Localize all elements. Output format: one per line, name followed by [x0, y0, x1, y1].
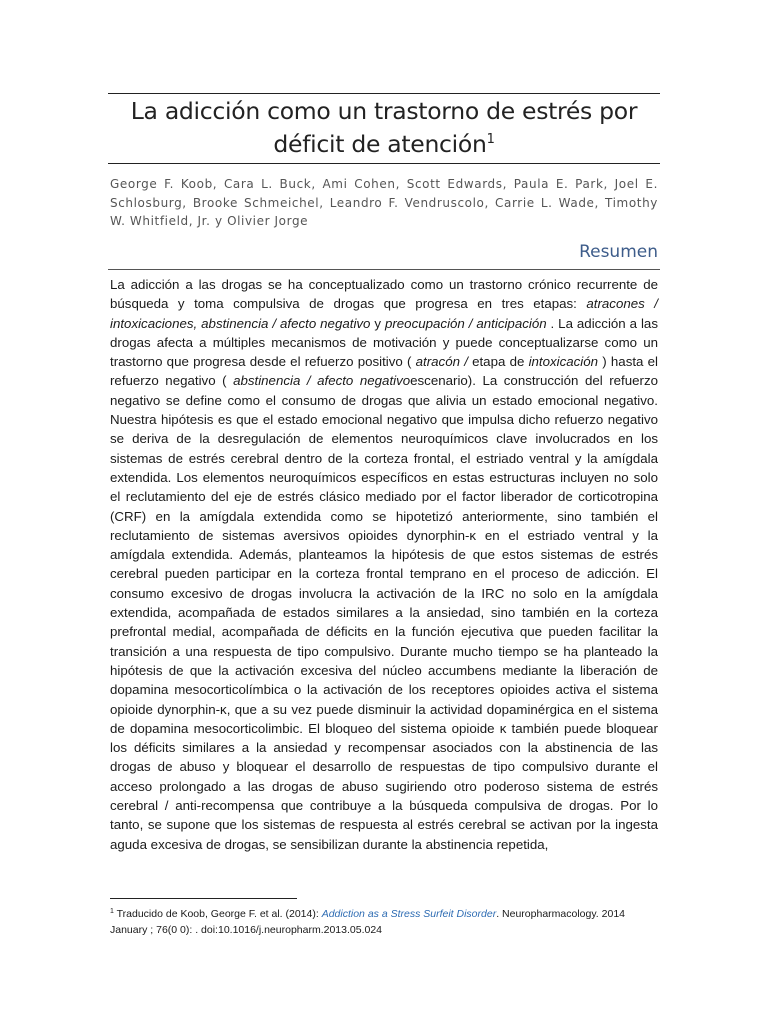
title-text: La adicción como un trastorno de estrés por déficit de atención: [130, 97, 638, 158]
abstract-text: escenario). La construcción del refuerzo negativo se define como el consumo de drogas que alivia un estado emocional negativo. Nuestra hipótesis es que el estado emocional negativo que impulsa dicho refuerzo negativo se deriva de la desregulación de elementos neuroquímicos clave involucrados en los sistemas de estrés cerebral dentro de la corteza frontal, el estriado ventral y la amígdala extendida. Los elementos neuroquímicos específicos en estas estructuras incluyen no solo el reclutamiento del eje de estrés clásico mediado por el factor liberador de corticotropina (CRF) en la amígdala extendida como se hipotetizó anteriormente, sino también el reclutamiento de sistemas aversivos opioides dynorphin-κ en el estriado ventral y la amígdala extendida. Además, planteamos la hipótesis de que estos sistemas de estrés cerebral pueden participar en la corteza frontal temprano en el proceso de adicción. El consumo excesivo de drogas involucra la activación de la IRC no solo en la amígdala extendida, acompañada de estados similares a la ansiedad, sino también en la corteza prefrontal medial, acompañada de déficits en la función ejecutiva que pueden facilitar la transición a una respuesta de tipo compulsivo. Durante mucho tiempo se ha planteado la hipótesis de que la activación excesiva del núcleo accumbens mediante la liberación de dopamina mesocorticolímbica o la activación de los receptores opioides activa el sistema opioide dynorphin-κ, que a su vez puede disminuir la actividad dopaminérgica en el sistema de dopamina mesocorticolimbic. El bloqueo del sistema opioide κ también puede bloquear los déficits similares a la ansiedad y recompensar asociados con la abstinencia de las drogas de abuso y bloquear el desarrollo de respuestas de tipo compulsivo durante el acceso prolongado a las drogas de abuso sugiriendo otro poderoso sistema de estrés cerebral / anti-recompensa que contribuye a la búsqueda compulsiva de drogas. Por lo tanto, se supone que los sistemas de respuesta al estrés cerebral se activan por la ingesta aguda excesiva de drogas, se sensibilizan durante la abstinencia repetida,: [110, 373, 659, 852]
footnote-mark: 1: [110, 908, 114, 915]
abstract-text: y: [370, 315, 385, 331]
abstract-paragraph: [110, 275, 658, 854]
abstract-italic-stages: atracones / intoxicaciones, abstinencia / afecto negativo: [110, 296, 658, 331]
author-list: George F. Koob, Cara L. Buck, Ami Cohen, Scott Edwards, Paula E. Park, Joel E. Schlosburg, Brooke Schmeichel, Leandro F. Vendruscolo, Carrie L. Wade, Timothy W. Whitfield, Jr. y Olivier Jorge: [110, 177, 658, 228]
footnote-prefix: Traducido de Koob, George F. et al. (2014):: [113, 908, 322, 920]
paper-title: [108, 95, 660, 161]
abstract-italic-stage: preocupación / anticipación: [384, 315, 547, 331]
footnote-separator: [110, 898, 297, 899]
footnote: [110, 906, 658, 938]
abstract-body: [110, 275, 658, 854]
abstract-italic-term: intoxicación: [528, 354, 599, 370]
abstract-text: etapa de: [472, 354, 529, 370]
title-bottom-rule: [108, 163, 660, 164]
abstract-italic-term: atracón /: [415, 354, 473, 370]
title-footnote-mark: 1: [486, 132, 495, 147]
section-heading-rule: [108, 269, 660, 270]
footnote-suffix: . Neuropharmacology. 2014 January ; 76(0 0): . doi:10.1016/j.neuropharm.2013.05.024: [110, 908, 626, 936]
abstract-text: La adicción a las drogas se ha conceptualizado como un trastorno crónico recurrente de búsqueda y toma compulsiva de drogas que progresa en tres etapas:: [110, 277, 658, 312]
section-heading-resumen: Resumen: [579, 242, 658, 262]
abstract-text: ) hasta el refuerzo negativo (: [110, 354, 658, 389]
footnote-source-link[interactable]: Addiction as a Stress Surfeit Disorder: [321, 908, 497, 920]
abstract-italic-term: abstinencia / afecto negativo: [233, 373, 411, 389]
abstract-text: . La adicción a las drogas afecta a múltiples mecanismos de motivación y puede conceptualizarse como un trastorno que progresa desde el refuerzo positivo (: [110, 315, 658, 370]
title-top-rule: [108, 93, 660, 94]
